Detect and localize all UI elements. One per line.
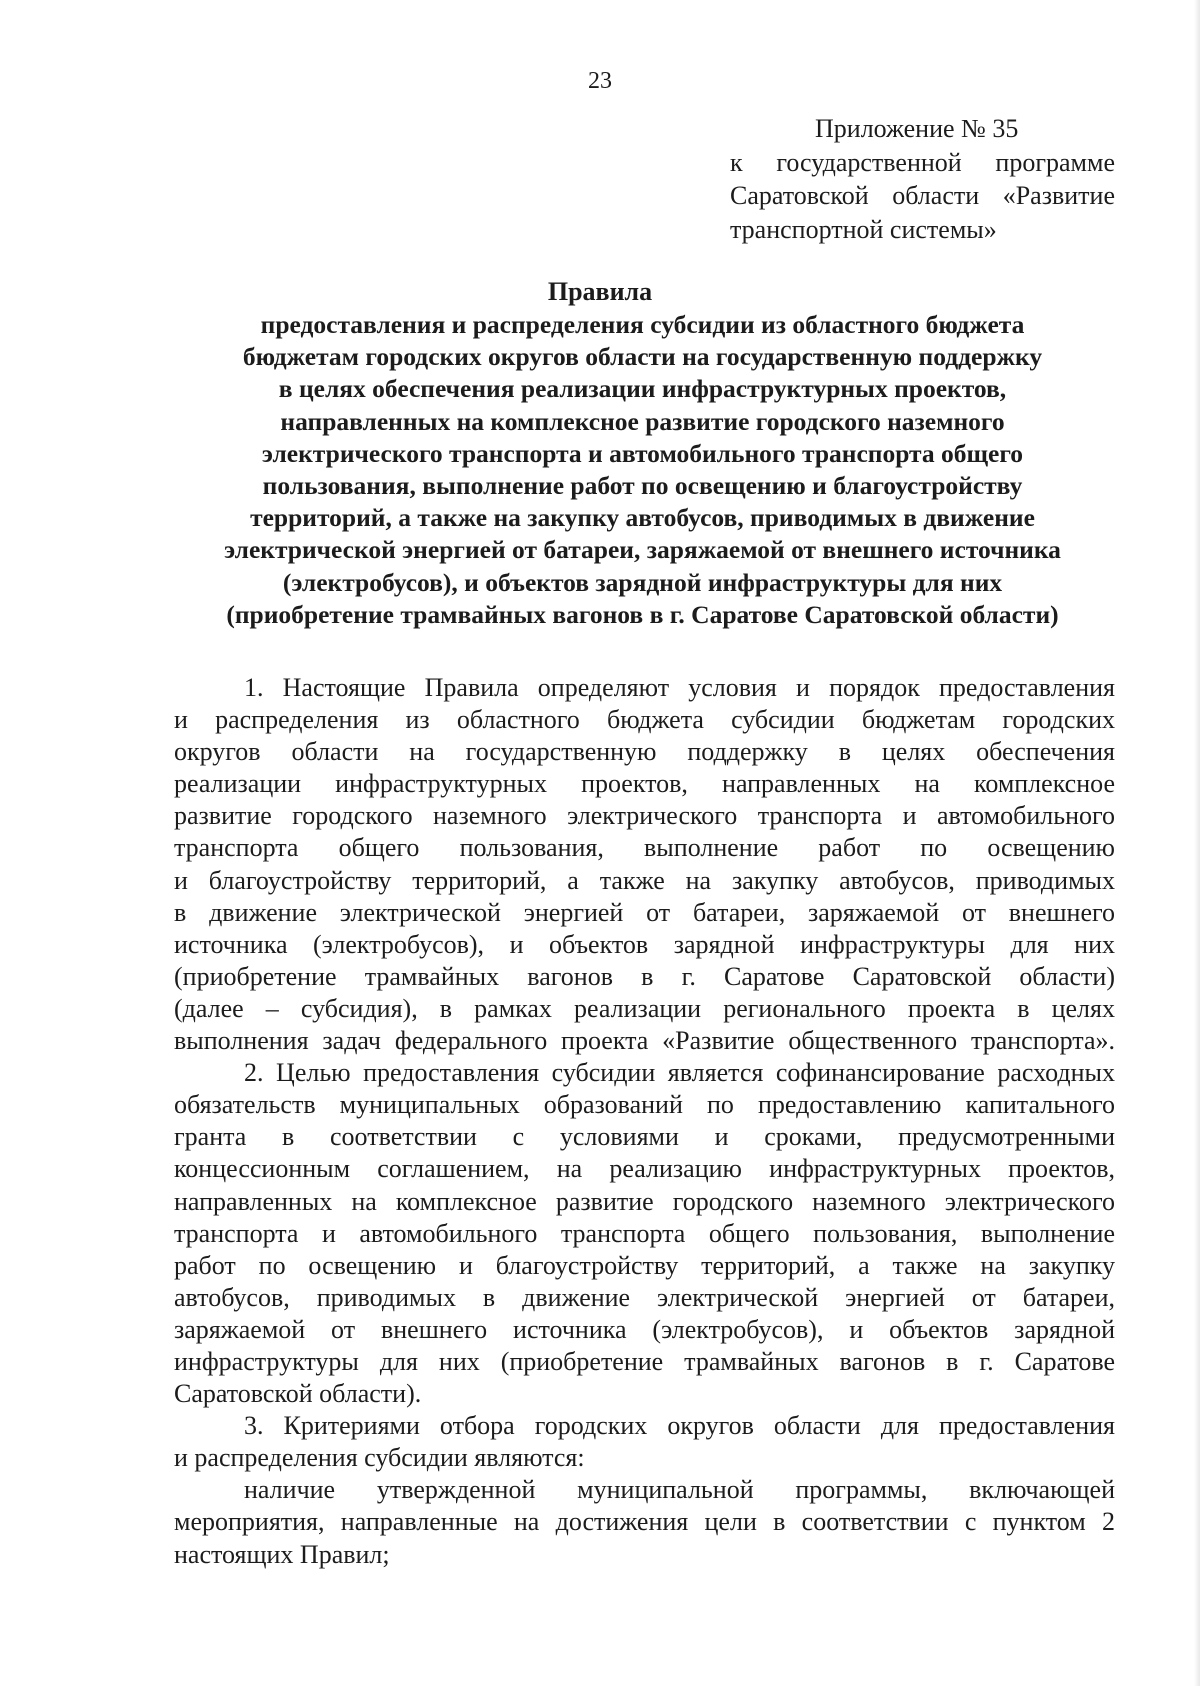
scan-edge-shadow [1194,0,1200,1686]
body-line: обязательств муниципальных образований по предоставлению капитального [174,1090,1115,1120]
body-line: 1. Настоящие Правила определяют условия и порядок предоставления [244,673,1115,702]
body-line: развитие городского наземного электрического транспорта и автомобильного [174,801,1115,831]
subtitle-line: электрического транспорта и автомобильного транспорта общего [261,438,1024,468]
body-line: заряжаемой от внешнего источника (электробусов), и объектов зарядной [174,1314,1115,1344]
body-line: источника (электробусов), и объектов зарядной инфраструктуры для них [174,929,1115,959]
body-line: и распределения субсидии являются: [174,1443,585,1473]
subtitle-line: территорий, а также на закупку автобусов, приводимых в движение [250,503,1035,533]
body-line: и благоустройству территорий, а также на закупку автобусов, приводимых [174,865,1115,895]
subtitle-line: направленных на комплексное развитие городского наземного [280,406,1005,436]
subtitle-line: (электробусов), и объектов зарядной инфраструктуры для них [282,567,1003,597]
body-line: наличие утвержденной муниципальной программы, включающей [244,1475,1115,1505]
document-title: Правила [547,277,653,306]
body-line: округов области на государственную поддержку в целях обеспечения [174,737,1115,767]
body-line: и распределения из областного бюджета субсидии бюджетам городских [174,705,1115,735]
subtitle-line: в целях обеспечения реализации инфраструктурных проектов, [278,374,1007,404]
appendix-header [730,112,1115,246]
body-line: в движение электрической энергией от батареи, заряжаемой от внешнего [174,897,1115,927]
body-line: Саратовской области). [174,1379,422,1409]
body-line: автобусов, приводимых в движение электрической энергией от батареи, [174,1282,1115,1312]
appendix-line: транспортной системы» [730,214,997,244]
document-subtitle [160,309,1125,631]
subtitle-line: (приобретение трамвайных вагонов в г. Саратове Саратовской области) [226,599,1059,629]
appendix-line: к государственной программе [730,147,1115,177]
body-line: направленных на комплексное развитие городского наземного электрического [174,1186,1115,1216]
body-line: работ по освещению и благоустройству территорий, а также на закупку [174,1250,1115,1280]
subtitle-line: электрической энергией от батареи, заряжаемой от внешнего источника [224,535,1061,565]
subtitle-line: пользования, выполнение работ по освещению и благоустройству [262,471,1023,501]
page-number: 23 [588,68,612,94]
body-line: концессионным соглашением, на реализацию инфраструктурных проектов, [174,1154,1115,1184]
body-line: (приобретение трамвайных вагонов в г. Саратове Саратовской области) [174,961,1115,991]
body-line: транспорта и автомобильного транспорта общего пользования, выполнение [174,1218,1115,1248]
body-line: мероприятия, направленные на достижения цели в соответствии с пунктом 2 [174,1507,1115,1537]
appendix-number: Приложение № 35 [815,114,1019,143]
body-line: 3. Критериями отбора городских округов области для предоставления [244,1411,1115,1441]
body-line: выполнения задач федерального проекта «Развитие общественного транспорта». [174,1026,1115,1056]
body-line: гранта в соответствии с условиями и сроками, предусмотренными [174,1122,1115,1152]
document-body [174,672,1115,1571]
body-line: настоящих Правил; [174,1539,390,1569]
body-line: 2. Целью предоставления субсидии является софинансирование расходных [244,1058,1115,1088]
body-line: реализации инфраструктурных проектов, направленных на комплексное [174,769,1115,799]
subtitle-line: предоставления и распределения субсидии из областного бюджета [260,310,1025,339]
body-line: транспорта общего пользования, выполнение работ по освещению [174,833,1115,863]
body-line: (далее – субсидия), в рамках реализации регионального проекта в целях [174,993,1115,1023]
appendix-line: Саратовской области «Развитие [730,181,1115,210]
subtitle-line: бюджетам городских округов области на государственную поддержку [242,342,1043,372]
body-line: инфраструктуры для них (приобретение трамвайных вагонов в г. Саратове [174,1346,1115,1376]
